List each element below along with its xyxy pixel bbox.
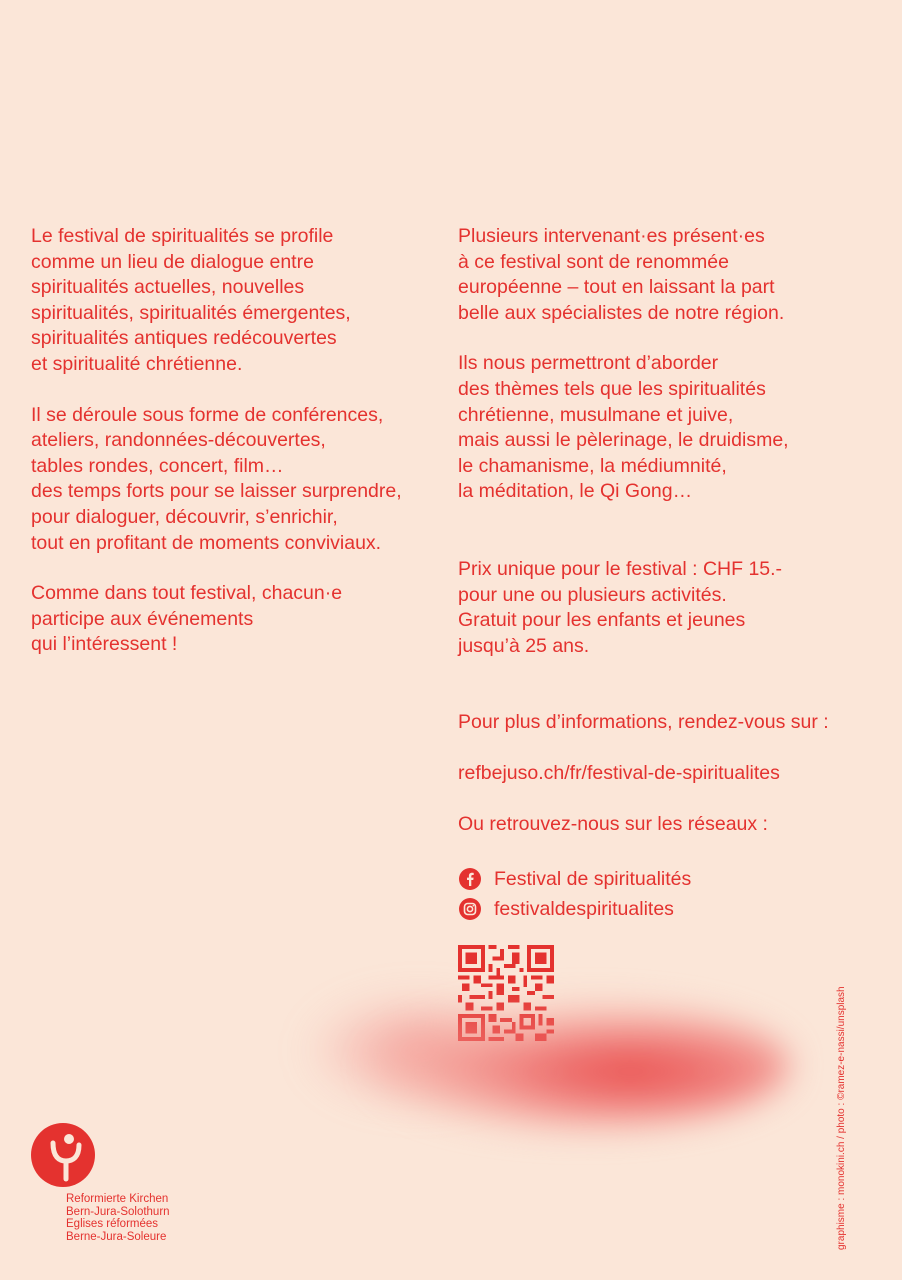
- intro-paragraph: Le festival de spiritualités se profile comme un lieu de dialogue entre spiritualités actuelles, nouvelles spiritualités, spiritualités émergentes, spiritualités antiques redécouvertes et spiritualité chrétienne.: [31, 225, 351, 375]
- right-column: [458, 224, 878, 1041]
- participation-paragraph: Comme dans tout festival, chacun·e participe aux événements qui l’intéressent !: [31, 582, 343, 656]
- price-paragraph: Prix unique pour le festival : CHF 15.- pour une ou plusieurs activités. Gratuit pour les enfants et jeunes jusqu’à 25 ans.: [458, 557, 783, 657]
- facebook-label: Festival de spiritualités: [494, 868, 692, 891]
- instagram-label: festivaldespiritualites: [494, 898, 674, 921]
- church-logo-icon: [31, 1123, 95, 1192]
- networks-intro: Ou retrouvez-nous sur les réseaux :: [458, 813, 768, 836]
- left-column: [31, 224, 431, 683]
- credits-vertical: graphisme : monokini.ch / photo : ©ramez-e-nassi/unsplash: [836, 986, 847, 1250]
- blurred-photo-shape: [370, 1000, 790, 1130]
- speakers-paragraph: Plusieurs intervenant·es présent·es à ce festival sont de renommée européenne – tout en laissant la part belle aux spécialistes de notre région.: [458, 225, 785, 324]
- website-link[interactable]: refbejuso.ch/fr/festival-de-spiritualites: [458, 762, 780, 785]
- instagram-icon: [458, 897, 482, 921]
- church-name: [66, 1193, 266, 1243]
- info-block: [458, 684, 878, 863]
- logo-line-3: Eglises réformées: [66, 1218, 159, 1230]
- instagram-link[interactable]: [458, 895, 878, 923]
- facebook-link[interactable]: [458, 865, 878, 893]
- themes-paragraph: Ils nous permettront d’aborder des thèmes tels que les spiritualités chrétienne, musulmane et juive, mais aussi le pèlerinage, le druidisme, le chamanisme, la médiumnité, la méditation, le Qi Gong…: [458, 352, 789, 503]
- logo-line-1: Reformierte Kirchen: [66, 1193, 169, 1205]
- logo-line-2: Bern-Jura-Solothurn: [66, 1205, 170, 1218]
- info-intro: Pour plus d’informations, rendez-vous sur :: [458, 710, 829, 733]
- format-paragraph: Il se déroule sous forme de conférences, ateliers, randonnées-découvertes, tables rondes, concert, film… des temps forts pour se laisser surprendre, pour dialoguer, découvrir, s’enrichir, tout en profitant de moments conviviaux.: [31, 403, 402, 554]
- logo-line-4: Berne-Jura-Soleure: [66, 1230, 167, 1243]
- facebook-icon: [458, 867, 482, 891]
